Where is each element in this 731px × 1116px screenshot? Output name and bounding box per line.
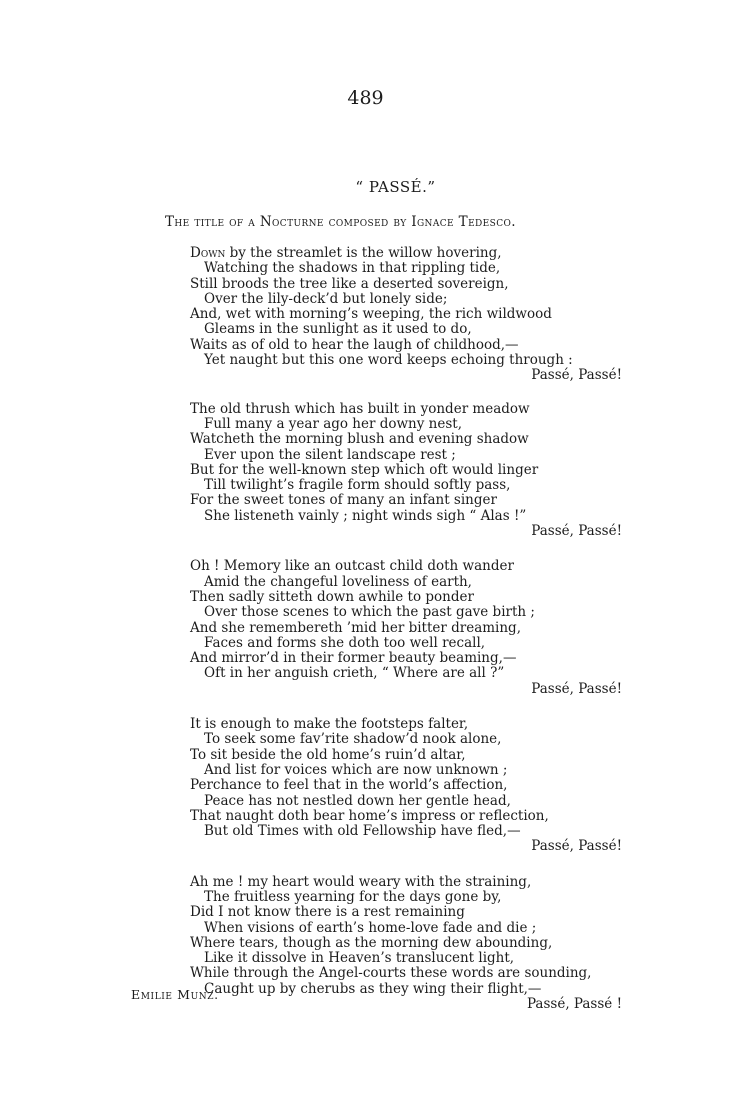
- poem-line: And she remembereth ’mid her bitter dreaming,: [190, 619, 521, 636]
- poem-line: Where tears, though as the morning dew abounding,: [190, 934, 553, 951]
- poem-line: Full many a year ago her downy nest,: [204, 415, 463, 432]
- poem-line: Watching the shadows in that rippling tide,: [204, 260, 501, 277]
- poem-line: But old Times with old Fellowship have fled,—: [204, 823, 521, 840]
- poem-line: Waits as of old to hear the laugh of childhood,—: [190, 336, 519, 353]
- refrain: Passé, Passé!: [531, 680, 622, 697]
- stanza-4: [190, 717, 622, 855]
- poem-line: The fruitless yearning for the days gone by,: [204, 888, 502, 905]
- stanza-5: [190, 875, 622, 1013]
- refrain: Passé, Passé!: [531, 367, 622, 384]
- poem-line: And, wet with morning’s weeping, the rich wildwood: [190, 306, 552, 323]
- poem-line: Then sadly sitteth down awhile to ponder: [190, 588, 474, 605]
- poem-subtitle: The title of a Nocturne composed by Ignace Tedesco.: [165, 214, 516, 230]
- poem-line: To sit beside the old home’s ruin’d altar,: [190, 746, 466, 763]
- poem-line: Watcheth the morning blush and evening shadow: [190, 431, 529, 448]
- poem-line: Amid the changeful loveliness of earth,: [204, 573, 472, 590]
- poem-line: Like it dissolve in Heaven’s translucent light,: [204, 950, 515, 967]
- stanza-2: [190, 402, 622, 540]
- line-text: by the streamlet is the willow hovering,: [229, 245, 502, 261]
- poem-line: [190, 246, 622, 261]
- poem-line: The old thrush which has built in yonder meadow: [190, 400, 530, 417]
- first-word: Down: [190, 245, 226, 261]
- stanza-3: [190, 559, 622, 697]
- poem-line: Faces and forms she doth too well recall,: [204, 634, 486, 651]
- poem-body: [190, 246, 622, 1032]
- poem-line: Perchance to feel that in the world’s affection,: [190, 777, 508, 794]
- poem-title: “ PASSÉ.”: [355, 178, 436, 196]
- poem-line: Gleams in the sunlight as it used to do,: [204, 321, 472, 338]
- page-number: 489: [347, 87, 384, 109]
- poem-line: Did I not know there is a rest remaining: [190, 904, 465, 921]
- poem-line: Oh ! Memory like an outcast child doth wander: [190, 558, 514, 575]
- poem-line: Peace has not nestled down her gentle head,: [204, 792, 511, 809]
- poem-line: Till twilight’s fragile form should softly pass,: [204, 477, 511, 494]
- poem-line: And list for voices which are now unknown ;: [204, 761, 508, 778]
- poem-line: Over those scenes to which the past gave birth ;: [204, 604, 535, 621]
- refrain: Passé, Passé !: [526, 996, 622, 1013]
- poem-line: Caught up by cherubs as they wing their flight,—: [204, 980, 542, 997]
- refrain: Passé, Passé!: [531, 523, 622, 540]
- poem-line: Yet naught but this one word keeps echoing through :: [204, 352, 573, 369]
- poem-line: To seek some fav’rite shadow’d nook alone,: [204, 731, 502, 748]
- poem-line: Ever upon the silent landscape rest ;: [204, 446, 456, 463]
- stanza-1: [190, 246, 622, 384]
- poem-line: It is enough to make the footsteps falter,: [190, 716, 469, 733]
- poem-line: For the sweet tones of many an infant singer: [190, 492, 497, 509]
- poem-line: While through the Angel-courts these words are sounding,: [190, 965, 592, 982]
- poem-line: And mirror’d in their former beauty beaming,—: [190, 650, 517, 667]
- author-signature: Emilie Munz.: [131, 987, 219, 1002]
- poem-line: But for the well-known step which oft would linger: [190, 461, 539, 478]
- poem-line: When visions of earth’s home-love fade and die ;: [204, 919, 537, 936]
- refrain: Passé, Passé!: [531, 838, 622, 855]
- poem-line: Ah me ! my heart would weary with the straining,: [190, 873, 532, 890]
- poem-line: Over the lily-deck’d but lonely side;: [204, 290, 448, 307]
- poem-line: Still broods the tree like a deserted sovereign,: [190, 275, 509, 292]
- poem-line: That naught doth bear home’s impress or reflection,: [190, 807, 549, 824]
- poem-line: Oft in her anguish crieth, “ Where are all ?”: [204, 665, 505, 682]
- poem-line: She listeneth vainly ; night winds sigh “ Alas !”: [204, 507, 527, 524]
